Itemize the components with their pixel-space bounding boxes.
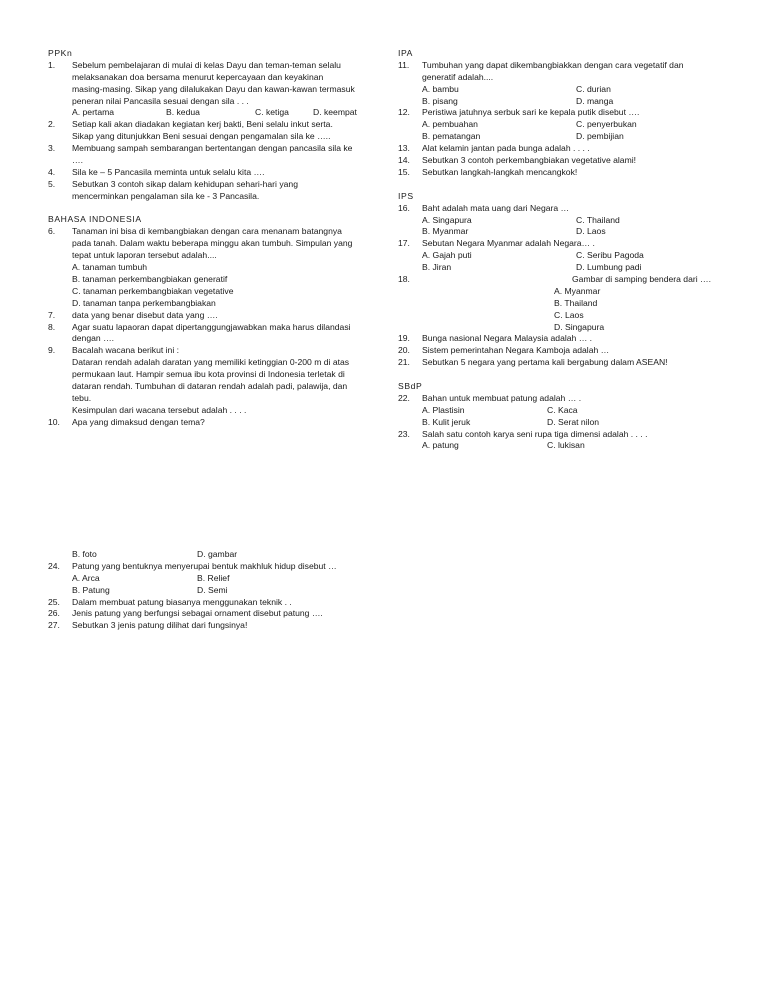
option-a: A. pembuahan [422,119,478,130]
spacer [48,203,378,215]
question-text: Setiap kali akan diadakan kegiatan kerj bakti, Beni selalu inkut serta. [72,119,333,130]
question-text: Sebutkan 3 contoh sikap dalam kehidupan sehari-hari yang [72,178,298,189]
question-number: 15. [398,166,410,177]
question-number: 24. [48,560,60,571]
question-13 [398,143,728,155]
question-number: 6. [48,226,56,237]
option-b: B. tanaman perkembangbiakan generatif [72,273,228,284]
question-number: 13. [398,143,410,154]
question-text: Tumbuhan yang dapat dikembangbiakkan dengan cara vegetatif dan [422,59,684,70]
question-number: 27. [48,620,60,631]
question-number: 18. [398,273,410,284]
question-text: melaksanakan doa bersama menurut kepercayaan dan keyakinan [72,71,324,82]
question-3 [48,143,378,167]
option-a: A. bambu [422,83,459,94]
option-c: C. durian [576,83,611,94]
right-column [398,48,728,452]
option-a: A. Arca [72,572,100,583]
question-number: 7. [48,309,56,320]
answer-options [422,84,728,96]
question-number: 11. [398,59,410,70]
passage-text: Dataran rendah adalah daratan yang memiliki ketinggian 0-200 m di atas [72,357,350,368]
option-a: A. pertama [72,107,115,118]
answer-options [422,405,728,417]
passage-text: tebu. [72,392,92,403]
question-21 [398,357,728,369]
option-c: C. tanaman perkembangbiakan vegetative [72,285,234,296]
question-text: data yang benar disebut data yang …. [72,309,218,320]
question-20 [398,345,728,357]
question-text: Bahan untuk membuat patung adalah … . [422,392,582,403]
question-text: Baht adalah mata uang dari Negara … [422,202,570,213]
option-d: D. keempat [313,107,357,118]
question-text: Bunga nasional Negara Malaysia adalah … . [422,333,593,344]
question-text: Kesimpulan dari wacana tersebut adalah . . . . [72,404,247,415]
question-text: Membuang sampah sembarangan bertentangan dengan pancasila sila ke [72,143,353,154]
question-number: 1. [48,59,56,70]
option-a: A. Gajah puti [422,250,472,261]
answer-options [72,107,378,119]
question-number: 17. [398,238,410,249]
question-text: Sebutkan 3 contoh perkembangbiakan vegetative alami! [422,155,637,166]
question-text: pada tanah. Dalam waktu beberapa minggu akan tumbuh. Simpulan yang [72,238,353,249]
section-heading-ppkn: PPKn [48,48,73,58]
question-text: generatif adalah.... [422,71,494,82]
option-c: C. lukisan [547,440,585,451]
section-heading-sbdp: SBdP [398,381,423,392]
option-d: D. Laos [576,226,606,237]
question-10 [48,417,378,429]
question-number: 25. [48,596,60,607]
option-a: A. tanaman tumbuh [72,262,148,273]
question-text: dengan …. [72,333,115,344]
question-number: 5. [48,178,56,189]
question-27 [48,620,378,632]
option-c: C. Thailand [576,214,620,225]
option-c: C. Kaca [547,404,578,415]
question-2 [48,119,378,143]
option-d: D. pembijian [576,131,624,142]
question-11 [398,60,728,108]
question-text: Alat kelamin jantan pada bunga adalah . . . . [422,143,590,154]
question-24 [48,561,378,597]
option-a: A. Plastisin [422,404,465,415]
question-number: 21. [398,357,410,368]
question-14 [398,155,728,167]
answer-options [422,215,728,227]
question-text: Apa yang dimaksud dengan tema? [72,416,205,427]
option-d: D. Singapura [554,321,605,332]
question-number: 20. [398,345,410,356]
option-c: C. penyerbukan [576,119,637,130]
question-text: Sistem pemerintahan Negara Kamboja adalah … [422,345,610,356]
option-b: B. Myanmar [422,226,469,237]
question-15 [398,167,728,179]
question-text: Sebutan Negara Myanmar adalah Negara… . [422,238,595,249]
answer-options [422,119,728,131]
option-d: D. Lumbung padi [576,262,642,273]
option-c: C. Seribu Pagoda [576,250,644,261]
answer-options [422,262,728,274]
question-text: Peristiwa jatuhnya serbuk sari ke kepala putik disebut …. [422,107,640,118]
section-heading-bahasa-indonesia: BAHASA INDONESIA [48,214,142,225]
option-b: B. pisang [422,95,458,106]
question-number: 19. [398,333,410,344]
question-12 [398,107,728,143]
answer-options [72,585,378,597]
question-number: 26. [48,608,60,619]
question-22 [398,393,728,429]
question-9 [48,345,378,416]
question-text: Tanaman ini bisa di kembangbiakan dengan cara menanam batangnya [72,226,342,237]
question-7 [48,310,378,322]
question-4 [48,167,378,179]
question-number: 2. [48,119,56,130]
section-heading-ips: IPS [398,190,414,201]
question-16 [398,203,728,239]
left-column-continued [48,549,378,632]
question-text: Jenis patung yang berfungsi sebagai ornament disebut patung …. [72,608,323,619]
option-a: A. Singapura [422,214,472,225]
question-8 [48,322,378,346]
answer-options [422,440,728,452]
question-number: 3. [48,143,56,154]
option-c: C. Laos [554,309,584,320]
question-number: 16. [398,202,410,213]
question-text: Sila ke – 5 Pancasila meminta untuk selalu kita …. [72,166,265,177]
question-text: Bacalah wacana berikut ini : [72,345,180,356]
option-d: D. gambar [197,549,238,559]
question-number: 4. [48,166,56,177]
question-text: Salah satu contoh karya seni rupa tiga dimensi adalah . . . . [422,428,648,439]
question-19 [398,333,728,345]
question-text: Sebutkan 5 negara yang pertama kali bergabung dalam ASEAN! [422,357,668,368]
question-26 [48,608,378,620]
question-number: 8. [48,321,56,332]
answer-options [72,573,378,585]
question-17 [398,238,728,274]
option-d: D. Serat nilon [547,416,600,427]
option-b: B. Relief [197,572,230,583]
option-a: A. patung [422,440,459,451]
question-text: peneran nilai Pancasila sesuai dengan sila . . . [72,95,249,106]
question-number: 10. [48,416,60,427]
question-number: 14. [398,155,410,166]
question-5 [48,179,378,203]
question-text: masing-masing. Sikap yang dilalukakan Dayu dan kawan-kawan termasuk [72,83,355,94]
question-text: tepat untuk laporan tersebut adalah.... [72,250,217,261]
question-text: Dalam membuat patung biasanya menggunakan teknik . . [72,596,292,607]
question-1 [48,60,378,119]
question-text: Sebutkan langkah-langkah mencangkok! [422,166,578,177]
option-b: B. pematangan [422,131,481,142]
question-number: 22. [398,392,410,403]
question-text: Sikap yang ditunjukkan Beni sesuai dengan pengamalan sila ke ….. [72,131,331,142]
option-d: D. manga [576,95,614,106]
question-number: 12. [398,107,410,118]
question-23 [398,429,728,453]
option-b: B. Kulit jeruk [422,416,471,427]
passage-text: dataran rendah. Tumbuhan di dataran rendah adalah padi, palawija, dan [72,380,348,391]
option-c: B. Patung [72,584,110,595]
answer-options [422,131,728,143]
question-25 [48,597,378,609]
option-b: B. kedua [166,107,200,118]
left-column [48,48,378,429]
section-heading-ipa: IPA [398,48,414,58]
option-b: B. foto [72,549,97,559]
option-b: B. Thailand [554,297,598,308]
question-text: Sebutkan 3 jenis patung dilihat dari fungsinya! [72,620,248,631]
option-a: A. Myanmar [554,285,601,296]
question-text: …. [72,155,83,166]
answer-options [48,549,378,561]
question-text: mencerminkan pengalaman sila ke - 3 Pancasila. [72,190,260,201]
answer-options [422,250,728,262]
option-d: D. tanaman tanpa perkembangbiakan [72,297,216,308]
answer-options [422,226,728,238]
spacer [398,179,728,191]
answer-options [422,417,728,429]
question-text: Agar suatu lapaoran dapat dipertanggungjawabkan maka harus dilandasi [72,321,351,332]
spacer [398,369,728,381]
question-18 [398,274,728,333]
option-d: D. Semi [197,584,228,595]
option-c: C. ketiga [255,107,289,118]
question-text: Gambar di samping bendera dari …. [572,273,712,284]
question-number: 9. [48,345,56,356]
passage-text: permukaan laut. Hampir semua ibu kota provinsi di Indonesia terletak di [72,369,345,380]
question-6 [48,226,378,309]
option-b: B. Jiran [422,262,452,273]
answer-options [422,96,728,108]
question-text: Patung yang bentuknya menyerupai bentuk makhluk hidup disebut … [72,560,337,571]
question-text: Sebelum pembelajaran di mulai di kelas Dayu dan teman-teman selalu [72,59,341,70]
question-number: 23. [398,428,410,439]
